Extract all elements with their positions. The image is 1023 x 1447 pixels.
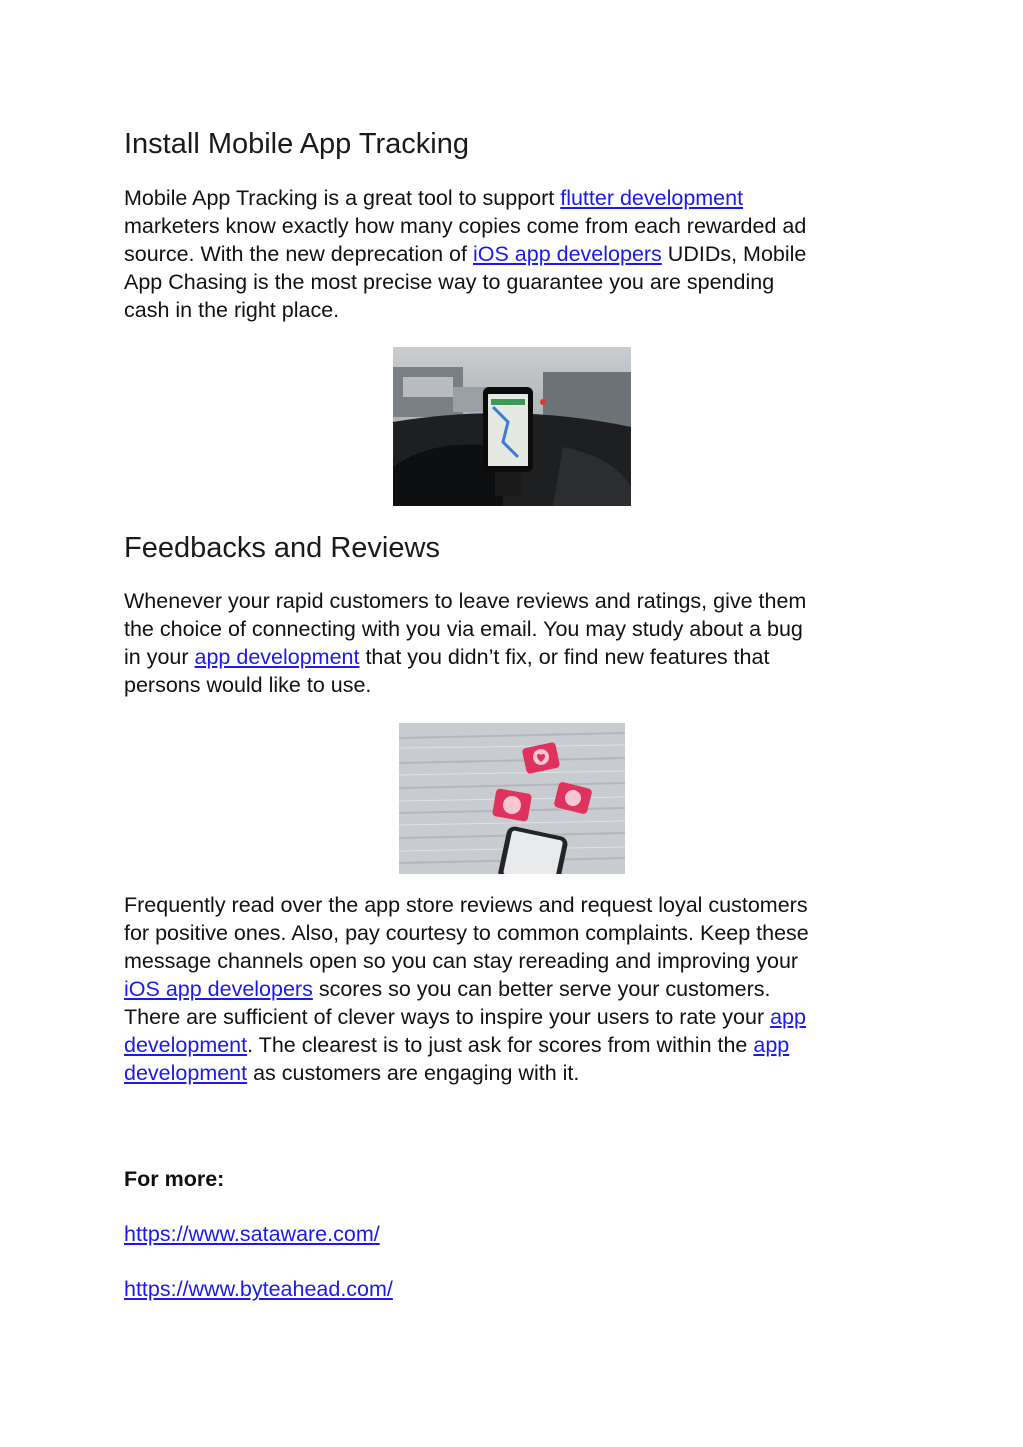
car-phone-map-illustration: [393, 347, 631, 506]
text-line: [124, 1031, 904, 1059]
text-line: [124, 184, 904, 212]
text-line: [124, 643, 904, 671]
text-span: as customers are engaging with it.: [247, 1061, 580, 1085]
text-span: persons would like to use.: [124, 673, 372, 697]
text-span: cash in the right place.: [124, 298, 340, 322]
text-line: [124, 975, 904, 1003]
text-span: . The clearest is to just ask for scores from within the: [247, 1033, 754, 1057]
text-span: scores so you can better serve your customers.: [312, 977, 771, 1001]
text-span: App Chasing is the most precise way to guarantee you are spending: [124, 270, 775, 294]
text-line: [124, 1003, 904, 1031]
text-span: the choice of connecting with you via email. You may study about a bug: [124, 617, 803, 641]
text-line: [124, 671, 904, 699]
text-line: [124, 296, 904, 324]
text-line: [124, 268, 904, 296]
text-span: UDIDs, Mobile: [661, 242, 807, 266]
text-span: source. With the new deprecation of: [124, 242, 473, 266]
text-line: [124, 891, 904, 919]
text-line: [124, 947, 904, 975]
text-span: Mobile App Tracking is a great tool to support: [124, 186, 561, 210]
link-app-development-2b[interactable]: development: [124, 1033, 248, 1057]
text-span: message channels open so you can stay rereading and improving your: [124, 949, 799, 973]
text-span: Frequently read over the app store reviews and request loyal customers: [124, 893, 808, 917]
text-span: Whenever your rapid customers to leave reviews and ratings, give them: [124, 589, 807, 613]
link-sataware[interactable]: https://www.sataware.com/: [124, 1222, 380, 1246]
section-heading-feedback: Feedbacks and Reviews: [124, 532, 440, 564]
car-phone-map-image: [393, 347, 631, 506]
text-line: [124, 212, 904, 240]
link-app-development-3a[interactable]: app: [753, 1033, 790, 1057]
link-app-development-3b[interactable]: development: [124, 1061, 248, 1085]
text-span: in your: [124, 645, 195, 669]
for-more-label: For more:: [124, 1167, 225, 1191]
paragraph-reviews: [124, 891, 904, 1087]
text-span: There are sufficient of clever ways to inspire your users to rate your: [124, 1005, 771, 1029]
text-line: [124, 240, 904, 268]
phone-notifications-illustration: [399, 723, 625, 874]
phone-notifications-image: [399, 723, 625, 874]
link-ios-app-developers[interactable]: iOS app developers: [472, 242, 662, 266]
section-heading-tracking: Install Mobile App Tracking: [124, 128, 469, 160]
link-app-development-2a[interactable]: app: [770, 1005, 806, 1029]
text-line: [124, 919, 904, 947]
text-span: that you didn’t fix, or find new features that: [359, 645, 770, 669]
text-span: marketers know exactly how many copies come from each rewarded ad: [124, 214, 807, 238]
link-byteahead[interactable]: https://www.byteahead.com/: [124, 1277, 393, 1301]
text-span: for positive ones. Also, pay courtesy to common complaints. Keep these: [124, 921, 809, 945]
text-line: [124, 1059, 904, 1087]
link-ios-app-developers-2[interactable]: iOS app developers: [124, 977, 313, 1001]
paragraph-tracking: [124, 184, 904, 324]
link-app-development[interactable]: app development: [194, 645, 360, 669]
paragraph-feedback: [124, 587, 904, 699]
text-line: [124, 615, 904, 643]
text-line: [124, 587, 904, 615]
link-flutter-development[interactable]: flutter development: [560, 186, 744, 210]
